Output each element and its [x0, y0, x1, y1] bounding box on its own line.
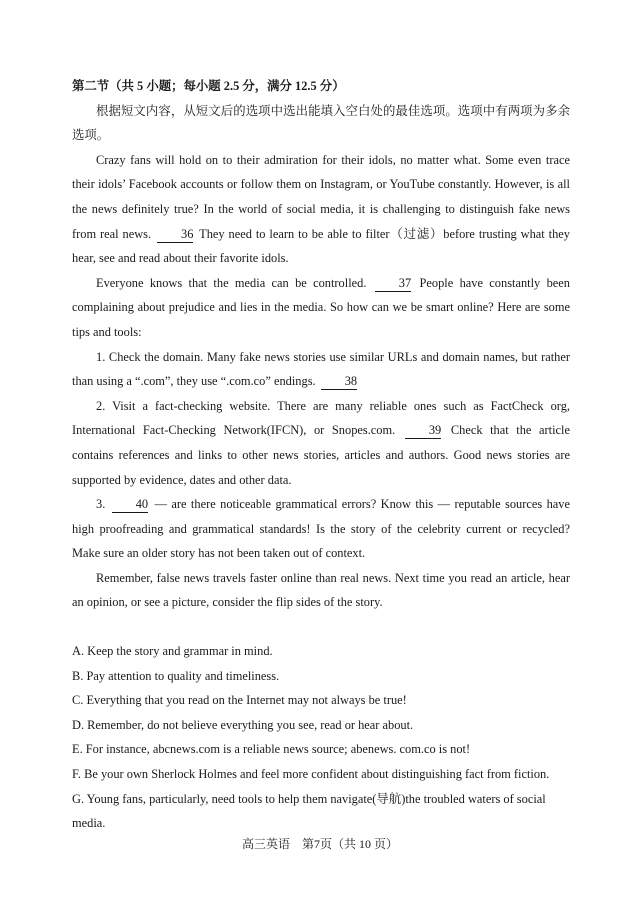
paragraph-text: They need to learn to be able to filter（过滤）before trusting what they hear, see and read about their favorite idols.: [72, 226, 570, 266]
blank-36: 36: [157, 227, 193, 243]
paragraph-text: — are there noticeable grammatical errors? Know this — reputable sources have high proofreading and grammatical standards! Is the story of the celebrity current or recycled? Make sure an older story has not been taken out of context.: [72, 497, 570, 561]
paragraph-text: Crazy fans will hold on to their admiration for their idols, no matter what. Some even trace their idols’ Facebook accounts or follow them on Instagram, or YouTube constantly. However, is all the news definitely true? In the world of social media, it is challenging to distinguish fake news from real news.: [72, 152, 570, 241]
paragraph-text: People have constantly been complaining about prejudice and lies in the media. So how can we be smart online? Here are some tips and tools:: [72, 275, 570, 339]
option-f: F. Be your own Sherlock Holmes and feel more confident about distinguishing fact from fiction.: [72, 767, 550, 782]
passage-paragraph-4: [72, 394, 570, 492]
paragraph-text: 1. Check the domain. Many fake news stories use similar URLs and domain names, but rather than using a “.com”, they use “.com.co” endings.: [72, 349, 570, 389]
blank-40: 40: [112, 497, 148, 513]
passage-paragraph-2: [72, 271, 570, 345]
answer-options: [72, 639, 570, 836]
blank-39: 39: [405, 423, 441, 439]
blank-38: 38: [321, 374, 357, 390]
paragraph-text: 3.: [96, 497, 106, 512]
passage-paragraph-3: [72, 345, 570, 394]
exam-page: [72, 74, 570, 836]
paragraph-text: 2. Visit a fact-checking website. There are many reliable ones such as FactCheck org, International Fact-Checking Network(IFCN), or Snopes.com.: [72, 398, 570, 438]
passage-paragraph-5: [72, 492, 570, 566]
page-footer: 高三英语 第7页（共 10 页）: [241, 837, 398, 851]
paragraph-text: Remember, false news travels faster online than real news. Next time you read an article, hear an opinion, or see a picture, consider the flip sides of the story.: [72, 570, 570, 610]
passage-paragraph-6: [72, 566, 570, 615]
paragraph-text: Everyone knows that the media can be controlled.: [96, 275, 367, 290]
option-c: C. Everything that you read on the Internet may not always be true!: [72, 693, 407, 708]
section-title: 第二节（共 5 小题；每小题 2.5 分，满分 12.5 分）: [72, 79, 345, 93]
option-e: E. For instance, abcnews.com is a reliable news source; abenews. com.co is not!: [72, 742, 471, 757]
option-d: D. Remember, do not believe everything you see, read or hear about.: [72, 717, 414, 732]
section-instructions: 根据短文内容，从短文后的选项中选出能填入空白处的最佳选项。选项中有两项为多余选项。: [72, 103, 570, 143]
option-a: A. Keep the story and grammar in mind.: [72, 644, 273, 659]
option-g: G. Young fans, particularly, need tools to help them navigate(导航)the troubled waters of social media.: [72, 791, 546, 831]
paragraph-text: Check that the article contains references and links to other news stories, articles and authors. Good news stories are supported by evidence, dates and other data.: [72, 423, 570, 487]
blank-37: 37: [375, 276, 411, 292]
passage-paragraph-1: [72, 148, 570, 271]
option-b: B. Pay attention to quality and timeliness.: [72, 668, 280, 683]
spacer: [72, 615, 570, 639]
